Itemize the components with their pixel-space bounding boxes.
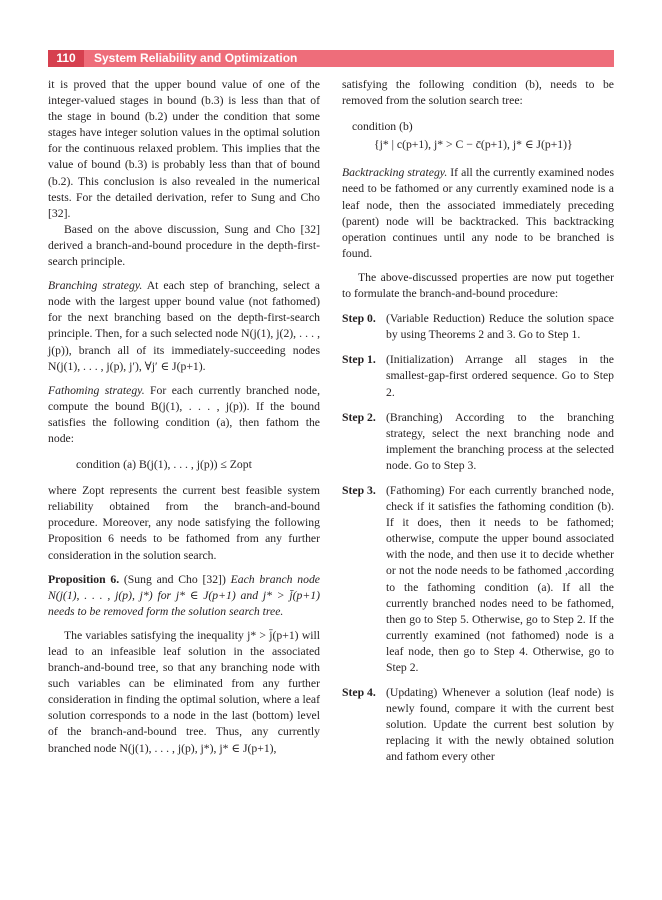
fathoming-strategy-heading: Fathoming strategy. <box>48 383 145 397</box>
condition-b-label: condition (b) <box>352 120 413 134</box>
branching-strategy-heading: Branching strategy. <box>48 279 143 293</box>
running-title: System Reliability and Optimization <box>94 51 298 65</box>
left-paragraph-2: Based on the above discussion, Sung and Cho [32] derived a branch-and-bound procedure in the depth-first-search principle. <box>48 222 320 269</box>
fathoming-strategy-text: For each currently branched node, compute the bound B(j(1), . . . , j(p)). If the bound satisfies the following condition (a), then fathom the node: <box>48 383 320 445</box>
left-paragraph-1: it is proved that the upper bound value of one of the integer-valued stages in bound (b.3) is less than that of the stage in bound (b.2) under the condition that some stages have integer solution values in the optimal solution for the continuous relaxed problem. This implies that the value of bound (b.3) is probably less than that of bound (b.2). This conclusion is also revealed in the numerical tests. For the detailed derivation, refer to Sung and Cho [32]. <box>48 78 320 220</box>
backtracking-strategy-paragraph <box>342 165 614 262</box>
right-column <box>342 77 614 766</box>
fathoming-strategy-paragraph <box>48 383 320 447</box>
left-paragraph-3: where Zopt represents the current best feasible system reliability obtained from the branch-and-bound procedure. Moreover, any node satisfying the following Proposition 6 needs to be fathomed from any further consideration in the solution search. <box>48 484 320 562</box>
backtracking-strategy-text: If all the currently examined nodes need to be fathomed or any currently examined node is a leaf node, then the associated immediately preceding (parent) node will be backtracked. This backtracking operation continues until any node to be branched is found. <box>342 166 614 260</box>
proposition-citation: (Sung and Cho [32]) <box>119 572 231 586</box>
step-label: Step 4. <box>342 686 376 700</box>
proposition-label: Proposition 6. <box>48 572 120 586</box>
branching-strategy-text: At each step of branching, select a node with the largest upper bound value (not fathomed) for the next branching based on the depth-first-search principle. Then, for a such selected node N(j(1), j(2), . . . , j(p)), branch all of its immediately-succeeding nodes N(j(1), . . . , j(p), j′), ∀j′ ∈ J(p+1). <box>48 279 320 373</box>
step-label: Step 0. <box>342 312 376 326</box>
step-4 <box>342 685 614 765</box>
proposition-6 <box>48 572 320 620</box>
left-column <box>48 77 320 757</box>
right-paragraph-1: satisfying the following condition (b), needs to be removed from the solution search tree: <box>342 78 614 108</box>
backtracking-strategy-heading: Backtracking strategy. <box>342 166 448 180</box>
left-paragraph-4: The variables satisfying the inequality j* > j̄(p+1) will lead to an infeasible leaf solution in the associated branch-and-bound tree, so that any branching node with such variables can be eliminated from any further consideration in finding the optimal solution, where a leaf solution corresponds to a node in the last (bottom) level of the branch-and-bound tree. Thus, any currently branched node N(j(1), . . . , j(p), j*), j* ∈ J(p+1), <box>48 628 320 755</box>
right-paragraph-2: The above-discussed properties are now put together to formulate the branch-and-bound procedure: <box>342 270 614 301</box>
step-0 <box>342 311 614 343</box>
step-text: (Branching) According to the branching strategy, select the next branching node and implement the branching process at the selected node. Go to Step 3. <box>386 410 614 472</box>
step-label: Step 3. <box>342 483 376 497</box>
step-label: Step 2. <box>342 410 376 424</box>
condition-a-equation: condition (a) B(j(1), . . . , j(p)) ≤ Zopt <box>76 458 252 472</box>
page-number: 110 <box>48 50 84 67</box>
running-header <box>48 50 614 67</box>
step-2 <box>342 410 614 474</box>
branching-strategy-paragraph <box>48 278 320 375</box>
step-text: (Variable Reduction) Reduce the solution space by using Theorems 2 and 3. Go to Step 1. <box>386 312 614 342</box>
step-label: Step 1. <box>342 353 376 367</box>
step-1 <box>342 352 614 400</box>
step-text: (Updating) Whenever a solution (leaf node) is newly found, compare it with the current best solution. Update the current best solution by replacing it with the newly obtained solution and fathom every other <box>386 686 614 764</box>
condition-b-equation: {j* | c(p+1), j* > C − c̄(p+1), j* ∈ J(p+1)} <box>374 138 573 152</box>
step-text: (Initialization) Arrange all stages in the smallest-gap-first ordered sequence. Go to Step 2. <box>386 353 614 399</box>
step-text: (Fathoming) For each currently branched node, check if it satisfies the fathoming condition (b). If it does, then it needs to be fathomed; otherwise, compute the upper bound associated with the node, and then use it to decide whether or not the node needs to be fathomed ,according to the fathoming condition (a). If all the currently branched nodes need to be fathomed, then go to Step 5. Otherwise, go to Step 2. If the currently examined (not fathomed) node is a leaf node, then go to Step 4. Otherwise, go to Step 2. <box>386 483 614 674</box>
proposition-text: Each branch node N(j(1), . . . , j(p), j*) for j* ∈ J(p+1) and j* > j̄(p+1) needs to be removed form the solution search tree. <box>48 572 320 618</box>
step-3 <box>342 483 614 676</box>
